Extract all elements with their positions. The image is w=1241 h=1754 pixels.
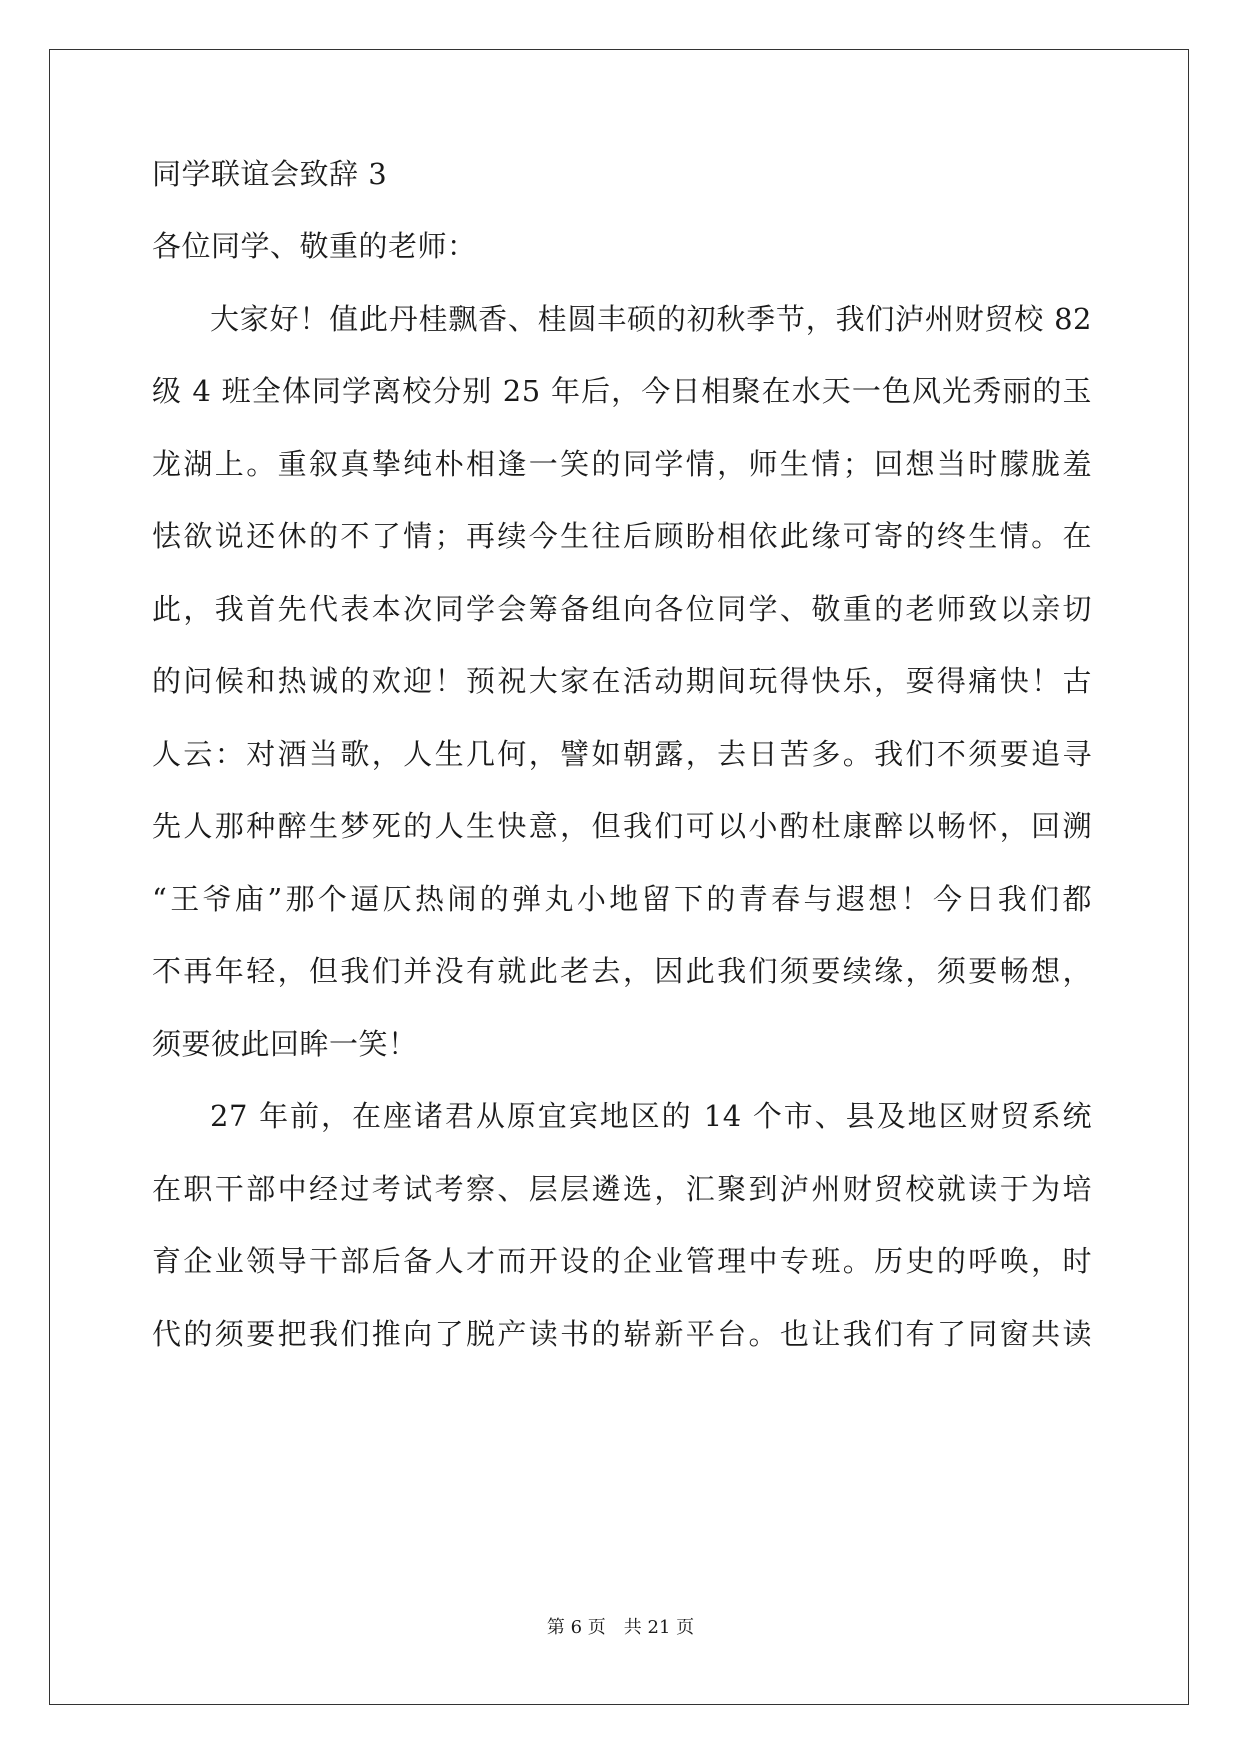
paragraph-line: 不再年轻，但我们并没有就此老去，因此我们须要续缘，须要畅想， [152, 954, 1092, 988]
page-border [49, 49, 1189, 1705]
paragraph-line: 在职干部中经过考试考察、层层遴选，汇聚到泸州财贸校就读于为培 [152, 1172, 1092, 1206]
page-number: 第 6 页 共 21 页 [546, 1617, 695, 1638]
paragraph-line: 育企业领导干部后备人才而开设的企业管理中专班。历史的呼唤，时 [152, 1244, 1092, 1278]
paragraph-line: 先人那种醉生梦死的人生快意，但我们可以小酌杜康醉以畅怀，回溯 [152, 809, 1092, 843]
paragraph-line: “王爷庙”那个逼仄热闹的弹丸小地留下的青春与遐想！今日我们都 [152, 882, 1092, 916]
paragraph-line: 龙湖上。重叙真挚纯朴相逢一笑的同学情，师生情；回想当时朦胧羞 [152, 447, 1092, 481]
paragraph-line: 级 4 班全体同学离校分别 25 年后，今日相聚在水天一色风光秀丽的玉 [152, 374, 1092, 408]
document-title: 同学联谊会致辞 3 [152, 157, 388, 191]
paragraph-line: 人云：对酒当歌，人生几何，譬如朝露，去日苦多。我们不须要追寻 [152, 737, 1092, 771]
paragraph-line: 代的须要把我们推向了脱产读书的崭新平台。也让我们有了同窗共读 [152, 1317, 1092, 1351]
paragraph-line: 怯欲说还休的不了情；再续今生往后顾盼相依此缘可寄的终生情。在 [152, 519, 1092, 553]
paragraph-line: 大家好！值此丹桂飘香、桂圆丰硕的初秋季节，我们泸州财贸校 82 [210, 302, 1092, 336]
salutation: 各位同学、敬重的老师： [152, 229, 477, 263]
paragraph-line: 27 年前，在座诸君从原宜宾地区的 14 个市、县及地区财贸系统 [210, 1099, 1092, 1133]
paragraph-line: 此，我首先代表本次同学会筹备组向各位同学、敬重的老师致以亲切 [152, 592, 1092, 626]
paragraph-line: 须要彼此回眸一笑！ [152, 1027, 418, 1061]
paragraph-line: 的问候和热诚的欢迎！预祝大家在活动期间玩得快乐，耍得痛快！古 [152, 664, 1092, 698]
